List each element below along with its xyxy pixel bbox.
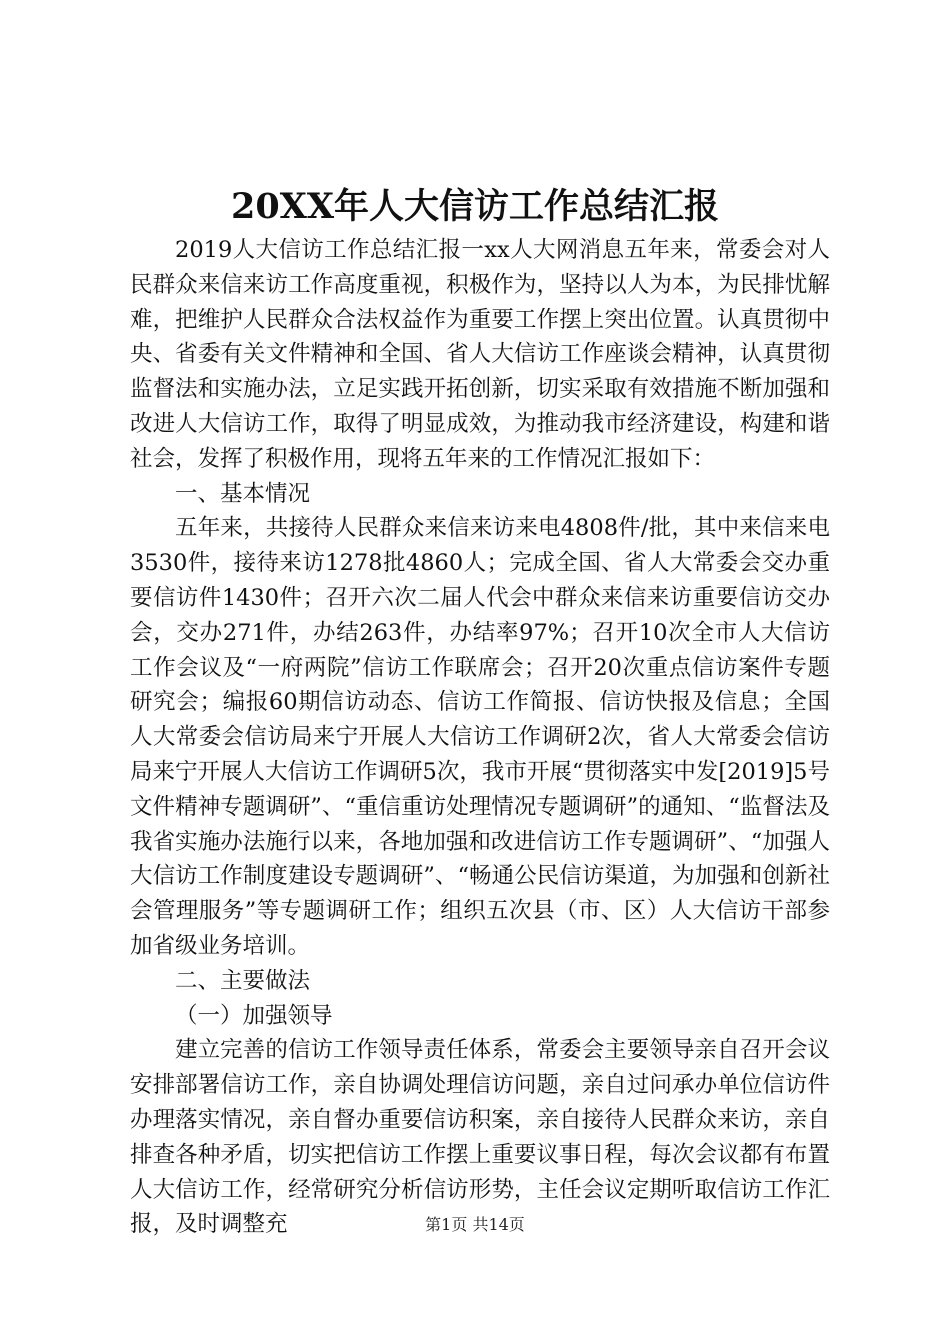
- section-heading-basic: 一、基本情况: [175, 480, 311, 507]
- section-heading-methods: 二、主要做法: [175, 967, 311, 994]
- basic-situation-paragraph: 五年来，共接待人民群众来信来访来电4808件/批，其中来信来电3530件，接待来访1278批4860人；完成全国、省人大常委会交办重要信访件1430件；召开六次二届人代会中群众来信来访重要信访交办会，交办271件，办结263件，办结率97%；召开10次全市人大信访工作会议及“一府两院”信访工作联席会；召开20次重点信访案件专题研究会；编报60期信访动态、信访工作简报、信访快报及信息；全国人大常委会信访局来宁开展人大信访工作调研2次，省人大常委会信访局来宁开展人大信访工作调研5次，我市开展“贯彻落实中发[2019]5号文件精神专题调研”、“重信重访处理情况专题调研”的通知、“监督法及我省实施办法施行以来，各地加强和改进信访工作专题调研”、“加强人大信访工作制度建设专题调研”、“畅通公民信访渠道，为加强和创新社会管理服务”等专题调研工作；组织五次县（市、区）人大信访干部参加省级业务培训。: [130, 515, 830, 959]
- intro-paragraph: 2019人大信访工作总结汇报一xx人大网消息五年来，常委会对人民群众来信来访工作高度重视，积极作为，坚持以人为本，为民排忧解难，把维护人民群众合法权益作为重要工作摆上突出位置。认真贯彻中央、省委有关文件精神和全国、省人大信访工作座谈会精神，认真贯彻监督法和实施办法，立足实践开拓创新，切实采取有效措施不断加强和改进人大信访工作，取得了明显成效，为推动我市经济建设，构建和谐社会，发挥了积极作用，现将五年来的工作情况汇报如下：: [130, 237, 830, 472]
- leadership-paragraph: 建立完善的信访工作领导责任体系，常委会主要领导亲自召开会议安排部署信访工作，亲自协调处理信访问题，亲自过问承办单位信访件办理落实情况，亲自督办重要信访积案，亲自接待人民群众来访，亲自排查各种矛盾，切实把信访工作摆上重要议事日程，每次会议都有布置人大信访工作，经常研究分析信访形势，主任会议定期听取信访工作汇报，及时调整充: [130, 1037, 830, 1238]
- document-title: 20XX年人大信访工作总结汇报: [230, 186, 720, 227]
- document-body: [130, 233, 830, 1242]
- subsection-heading-leadership: （一）加强领导: [175, 1002, 333, 1029]
- page-footer: 第1页 共14页: [425, 1215, 525, 1234]
